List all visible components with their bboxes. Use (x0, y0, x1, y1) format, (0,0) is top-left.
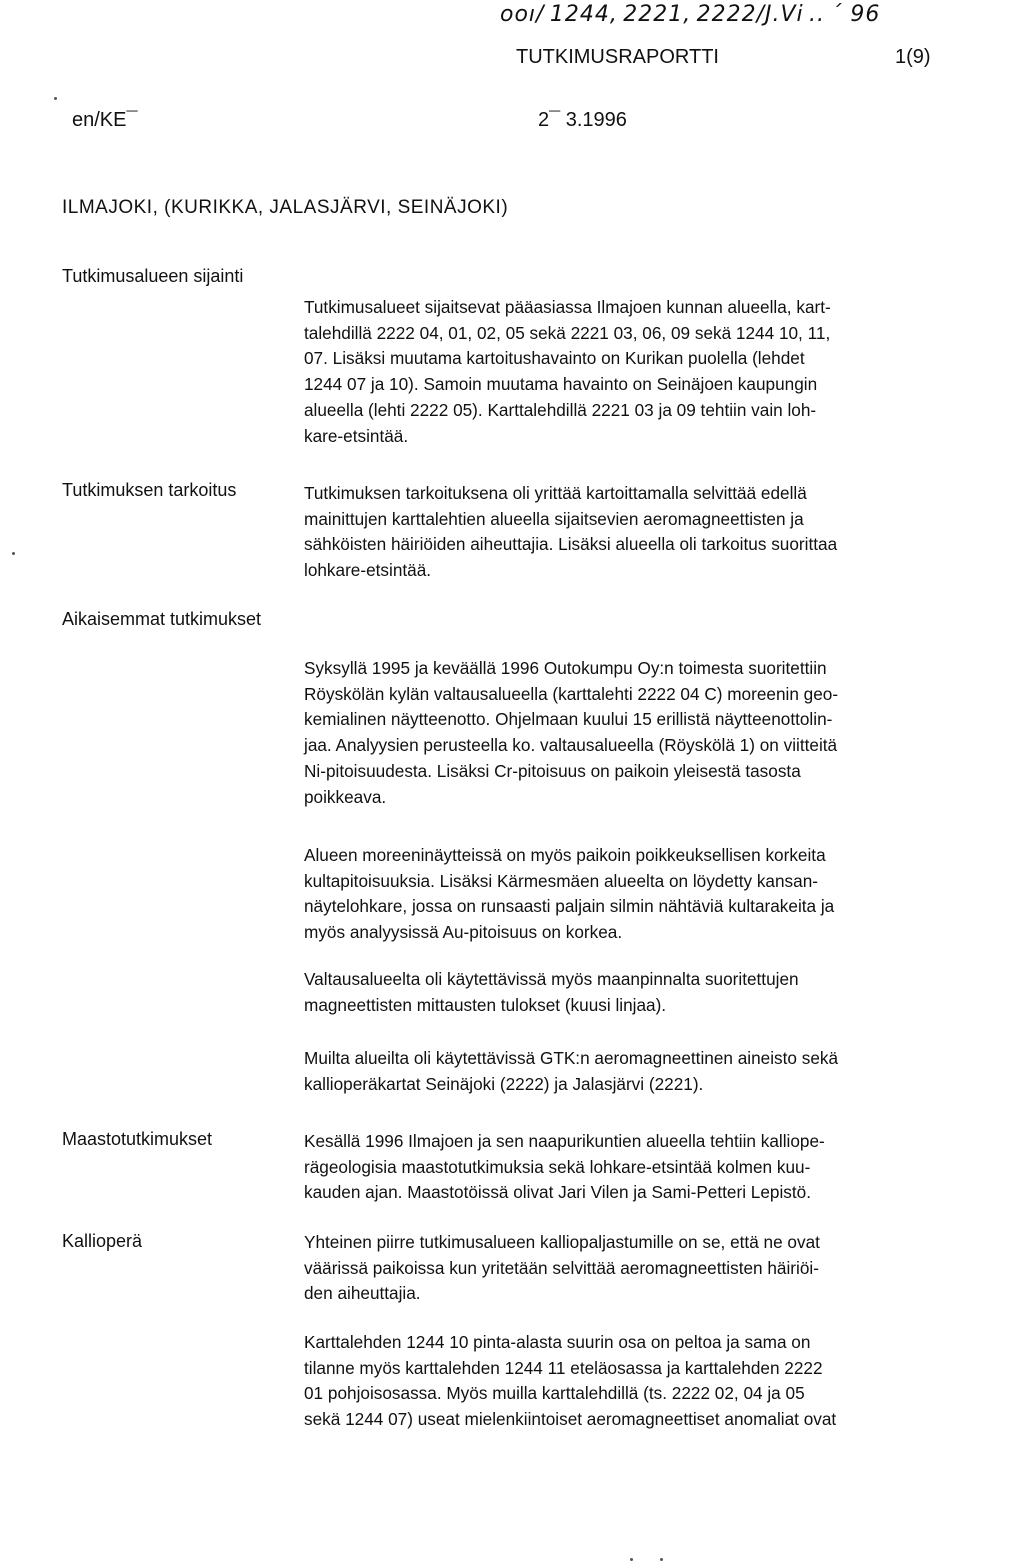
text-line: talehdillä 2222 04, 01, 02, 05 sekä 2221 03, 06, 09 sekä 1244 10, 11, (304, 322, 831, 343)
section-body-previous-p2 (304, 843, 1010, 946)
section-body-location (304, 295, 1010, 449)
text-line: 1244 07 ja 10). Samoin muutama havainto on Seinäjoen kaupungin (304, 374, 818, 395)
text-line: Tutkimusalueet sijaitsevat pääasiassa Ilmajoen kunnan alueella, kart- (304, 297, 831, 317)
document-title: ILMAJOKI, (KURIKKA, JALASJÄRVI, SEINÄJOKI) (62, 197, 509, 218)
text-line: 01 pohjoisosassa. Myös muilla karttalehdillä (ts. 2222 02, 04 ja 05 (304, 1383, 805, 1404)
section-heading-previous: Aikaisemmat tutkimukset (62, 609, 262, 629)
text-line: tilanne myös karttalehden 1244 11 eteläosassa ja karttalehden 2222 (304, 1357, 823, 1378)
text-line: Röyskölän kylän valtausalueella (karttalehti 2222 04 C) moreenin geo- (304, 683, 839, 704)
section-heading-field: Maastotutkimukset (62, 1129, 213, 1149)
text-line: sekä 1244 07) useat mielenkiintoiset aeromagneettiset anomaliat ovat (304, 1409, 837, 1430)
text-line: den aiheuttajia. (304, 1283, 421, 1304)
scan-speck (54, 97, 57, 100)
scan-speck (12, 552, 15, 555)
archive-code-handwritten: ooı/ 1244, 2221, 2222/J.Vi .. ´ 96 (500, 2, 881, 27)
report-type: TUTKIMUSRAPORTTI (516, 46, 719, 68)
text-line: Karttalehden 1244 10 pinta-alasta suurin osa on peltoa ja sama on (304, 1332, 811, 1352)
text-line: magneettisten mittausten tulokset (kuusi linjaa). (304, 994, 667, 1015)
section-body-bedrock-p1 (304, 1230, 1010, 1307)
section-heading-location: Tutkimusalueen sijainti (62, 266, 244, 286)
section-body-previous-p3 (304, 967, 1010, 1018)
text-line: Muilta alueilta oli käytettävissä GTK:n aeromagneettinen aineisto sekä (304, 1048, 839, 1068)
text-line: kauden ajan. Maastotöissä olivat Jari Vilen ja Sami-Petteri Lepistö. (304, 1182, 811, 1203)
text-line: kallioperäkartat Seinäjoki (2222) ja Jalasjärvi (2221). (304, 1073, 704, 1094)
text-line: väärissä paikoissa kun yritetään selvittää aeromagneettisten häiriöi- (304, 1257, 819, 1278)
page-number: 1(9) (895, 46, 931, 68)
section-body-purpose (304, 481, 1010, 584)
section-body-field (304, 1129, 1010, 1206)
text-line: Tutkimuksen tarkoituksena oli yrittää kartoittamalla selvittää edellä (304, 483, 807, 503)
text-line: Valtausalueelta oli käytettävissä myös maanpinnalta suoritettujen (304, 969, 799, 989)
author-code: en/KE¯ (72, 109, 138, 131)
scan-speck (630, 1558, 633, 1561)
text-line: Ni-pitoisuudesta. Lisäksi Cr-pitoisuus on paikoin yleisestä tasosta (304, 760, 801, 781)
section-body-previous-p1 (304, 656, 1010, 810)
text-line: poikkeava. (304, 786, 387, 807)
text-line: näytelohkare, jossa on runsaasti paljain silmin nähtäviä kultarakeita ja (304, 896, 835, 917)
report-date: 2¯ 3.1996 (538, 109, 627, 131)
text-line: kemialinen näytteenotto. Ohjelmaan kuului 15 erillistä näytteenottolin- (304, 709, 833, 730)
text-line: mainittujen karttalehtien alueella sijaitsevien aeromagneettisten ja (304, 508, 804, 529)
section-heading-purpose: Tutkimuksen tarkoitus (62, 480, 237, 500)
text-line: sähköisten häiriöiden aiheuttajia. Lisäksi alueella oli tarkoitus suorittaa (304, 534, 838, 555)
section-body-previous-p4 (304, 1046, 1010, 1097)
text-line: Syksyllä 1995 ja keväällä 1996 Outokumpu Oy:n toimesta suoritettiin (304, 658, 827, 678)
text-line: myös analyysissä Au-pitoisuus on korkea. (304, 922, 623, 943)
text-line: 07. Lisäksi muutama kartoitushavainto on Kurikan puolella (lehdet (304, 348, 805, 369)
text-line: Yhteinen piirre tutkimusalueen kalliopaljastumille on se, että ne ovat (304, 1232, 820, 1252)
text-line: jaa. Analyysien perusteella ko. valtausalueella (Röyskölä 1) on viitteitä (304, 735, 838, 756)
text-line: lohkare-etsintää. (304, 560, 432, 581)
text-line: kare-etsintää. (304, 425, 409, 446)
text-line: Kesällä 1996 Ilmajoen ja sen naapurikuntien alueella tehtiin kalliope- (304, 1131, 825, 1151)
text-line: Alueen moreeninäytteissä on myös paikoin poikkeuksellisen korkeita (304, 845, 826, 865)
scan-speck (660, 1558, 663, 1561)
text-line: rägeologisia maastotutkimuksia sekä lohkare-etsintää kolmen kuu- (304, 1156, 811, 1177)
text-line: alueella (lehti 2222 05). Karttalehdillä 2221 03 ja 09 tehtiin vain loh- (304, 399, 817, 420)
section-heading-bedrock: Kallioperä (62, 1231, 143, 1251)
text-line: kultapitoisuuksia. Lisäksi Kärmesmäen alueelta on löydetty kansan- (304, 870, 818, 891)
section-body-bedrock-p2 (304, 1330, 1010, 1433)
